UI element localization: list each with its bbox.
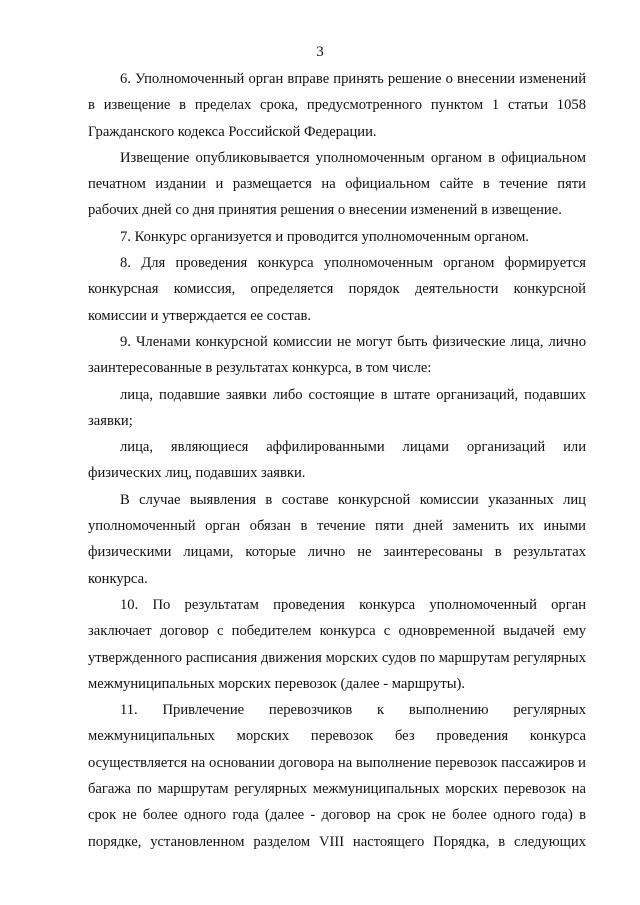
paragraph-8: 8. Для проведения конкурса уполномоченным органом формируется конкурсная комиссия, определяется порядок деятельности конкурсной комиссии и утверждается ее состав. bbox=[88, 255, 586, 324]
page-number: 3 bbox=[316, 44, 324, 60]
paragraph-6-publication: Извещение опубликовывается уполномоченным органом в официальном печатном издании и размещается на официальном сайте в течение пяти рабочих дней со дня принятия решения о внесении изменений в извещение. bbox=[88, 149, 586, 219]
paragraph-11: 11. Привлечение перевозчиков к выполнению регулярных межмуниципальных морских перевозок без проведения конкурса осуществляется на основании договора на выполнение перевозок пассажиров и багажа по маршрутам регулярных межмуниципальных морских перевозок на срок не более одного года (далее - договор на срок не более одного года) в порядке, установленном разделом VIII настоящего Порядка, в следующих bbox=[88, 702, 586, 850]
paragraph-7: 7. Конкурс организуется и проводится уполномоченным органом. bbox=[120, 228, 529, 245]
paragraph-6: 6. Уполномоченный орган вправе принять решение о внесении изменений в извещение в пределах срока, предусмотренного пунктом 1 статьи 1058 Гражданского кодекса Российской Федерации. bbox=[88, 71, 586, 140]
document-body bbox=[88, 66, 586, 855]
paragraph-10: 10. По результатам проведения конкурса уполномоченный орган заключает договор с победителем конкурса с одновременной выдачей ему утвержденного расписания движения морских судов по маршрутам регулярных межмуниципальных морских перевозок (далее - маршруты). bbox=[88, 596, 586, 692]
paragraph-9-replacement: В случае выявления в составе конкурсной комиссии указанных лиц уполномоченный орган обязан в течение пяти дней заменить их иными физическими лицами, которые лично не заинтересованы в результатах конкурса. bbox=[88, 491, 586, 587]
paragraph-9-item-affiliated: лица, являющиеся аффилированными лицами организаций или физических лиц, подавших заявки. bbox=[88, 439, 586, 482]
paragraph-9-item-applicants: лица, подавшие заявки либо состоящие в штате организаций, подавших заявки; bbox=[88, 386, 586, 429]
paragraph-9: 9. Членами конкурсной комиссии не могут быть физические лица, лично заинтересованные в результатах конкурса, в том числе: bbox=[88, 333, 586, 377]
